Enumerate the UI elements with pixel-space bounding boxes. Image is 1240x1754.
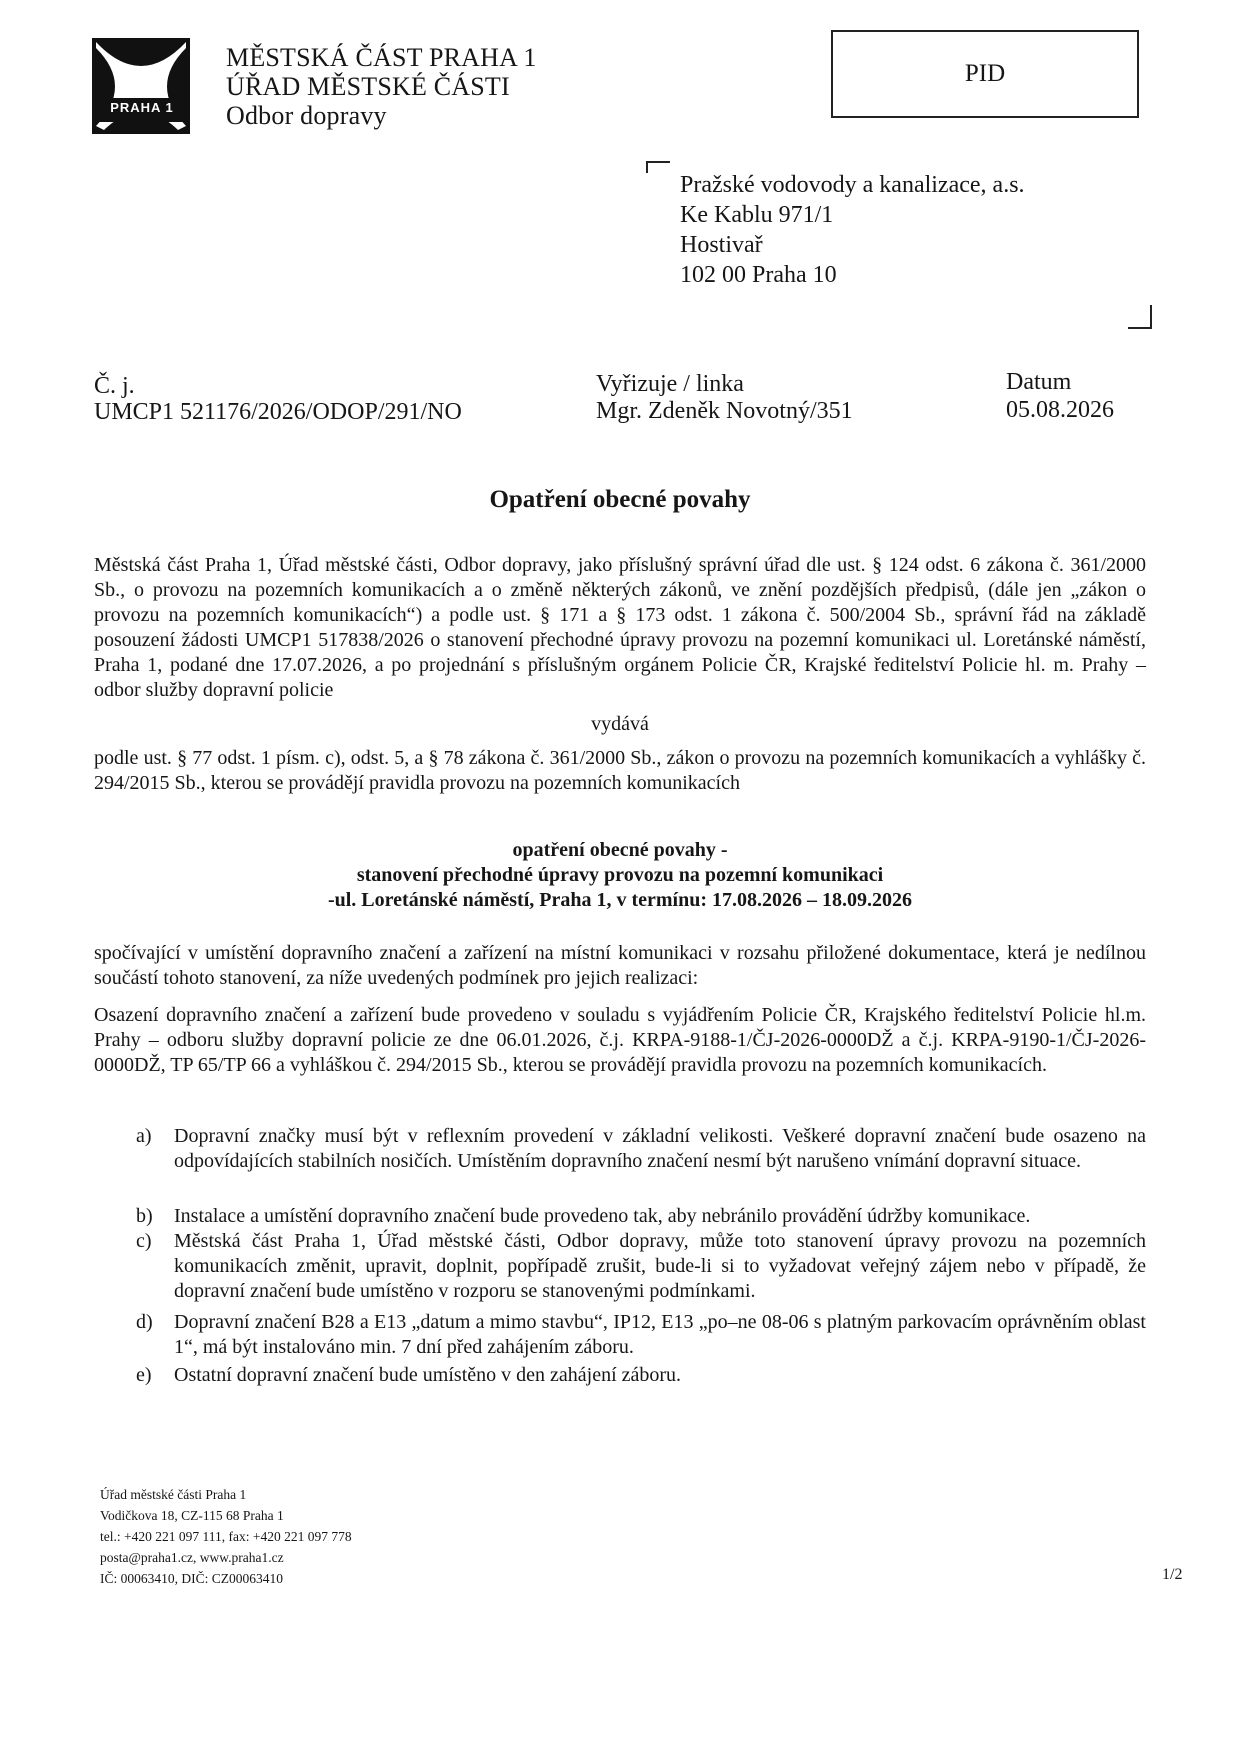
pid-label: PID [964, 60, 1006, 87]
date-label: Datum [1006, 369, 1072, 395]
recipient-street: Ke Kablu 971/1 [680, 202, 834, 228]
condition-letter: e) [136, 1364, 152, 1386]
footer-phone: tel.: +420 221 097 111, fax: +420 221 097 778 [100, 1529, 352, 1544]
condition-text: Instalace a umístění dopravního značení bude provedeno tak, aby nebránilo provádění údržby komunikace. [174, 1205, 1031, 1227]
condition-text: Dopravní značky musí být v reflexním provedení v základní velikosti. Veškeré dopravní značení bude osazeno na odpovídajících stabilních nosičích. Umístěním dopravního značení nesmí být narušeno vnímání dopravní situace. [174, 1125, 1146, 1172]
handler-name: Mgr. Zdeněk Novotný/351 [596, 398, 853, 424]
address-corner-bottom-right [1128, 305, 1152, 329]
org-department: Odbor dopravy [226, 101, 387, 130]
reference-label: Č. j. [94, 373, 135, 399]
condition-text: Ostatní dopravní značení bude umístěno v den zahájení záboru. [174, 1364, 682, 1386]
address-corner-top-left [646, 161, 670, 173]
condition-text: Dopravní značení B28 a E13 „datum a mimo stavbu“, IP12, E13 „po–ne 08-06 s platným parkovacím oprávněním oblast 1“, má být instalováno min. 7 dní před zahájením záboru. [174, 1311, 1146, 1358]
recipient-district: Hostivař [680, 232, 763, 258]
condition-letter: d) [136, 1311, 153, 1333]
pid-box [831, 30, 1139, 118]
installation-paragraph: Osazení dopravního značení a zařízení bude provedeno v souladu s vyjádřením Policie ČR, Krajského ředitelství Policie hl.m. Prahy – odboru služby dopravní policie ze dne 06.01.2026, č.j. KRPA-9188-1/ČJ-2026-0000DŽ a č.j. KRPA-9190-1/ČJ-2026-0000DŽ, TP 65/TP 66 a vyhláškou č. 294/2015 Sb., kterou se provádějí pravidla provozu na pozemních komunikacích. [94, 1004, 1146, 1076]
decision-line2: stanovení přechodné úpravy provozu na pozemní komunikaci [356, 864, 884, 886]
recipient-city: 102 00 Praha 10 [680, 262, 837, 288]
condition-letter: a) [136, 1125, 152, 1147]
recipient-name: Pražské vodovody a kanalizace, a.s. [680, 172, 1025, 198]
condition-item [136, 1124, 1146, 1174]
issues-word: vydává [591, 713, 649, 735]
footer-address: Vodičkova 18, CZ-115 68 Praha 1 [100, 1508, 284, 1523]
footer-ids: IČ: 00063410, DIČ: CZ00063410 [100, 1571, 284, 1586]
condition-item [136, 1363, 1146, 1388]
footer-office: Úřad městské části Praha 1 [100, 1487, 247, 1502]
decision-line3: -ul. Loretánské náměstí, Praha 1, v termínu: 17.08.2026 – 18.09.2026 [327, 889, 913, 911]
condition-item [136, 1229, 1146, 1304]
intro-paragraph: Městská část Praha 1, Úřad městské části, Odbor dopravy, jako příslušný správní úřad dle ust. § 124 odst. 6 zákona č. 361/2000 Sb., o provozu na pozemních komunikacích a o změně některých zákonů, ve znění pozdějších předpisů, (dále jen „zákon o provozu na pozemních komunikacích“) a podle ust. § 171 a § 173 odst. 1 zákona č. 500/2004 Sb., správní řád na základě posouzení žádosti UMCP1 517838/2026 o stanovení přechodné úpravy provozu na pozemní komunikaci ul. Loretánské náměstí, Praha 1, podané dne 17.07.2026, a po projednání s příslušným orgánem Policie ČR, Krajské ředitelství Policie hl. m. Prahy – odbor služby dopravní policie [94, 554, 1146, 701]
praha1-logo [92, 38, 190, 134]
org-name-line2: ÚŘAD MĚSTSKÉ ČÁSTI [226, 72, 510, 101]
footer-web: posta@praha1.cz, www.praha1.cz [100, 1550, 284, 1565]
condition-item [136, 1204, 1146, 1229]
condition-letter: b) [136, 1205, 153, 1227]
legal-basis-paragraph: podle ust. § 77 odst. 1 písm. c), odst. 5, a § 78 zákona č. 361/2000 Sb., zákon o provozu na pozemních komunikacích a vyhlášky č. 294/2015 Sb., kterou se provádějí pravidla provozu na pozemních komunikacích [94, 747, 1146, 794]
condition-item [136, 1310, 1146, 1360]
condition-letter: c) [136, 1230, 152, 1252]
praha1-logo-graphic [92, 38, 190, 134]
scope-paragraph: spočívající v umístění dopravního značení a zařízení na místní komunikaci v rozsahu přiložené dokumentace, která je nedílnou součástí tohoto stanovení, za níže uvedených podmínek pro jejich realizaci: [94, 942, 1146, 989]
footer-contact [100, 1484, 352, 1589]
logo-text: PRAHA 1 [110, 100, 174, 115]
org-name-line1: MĚSTSKÁ ČÁST PRAHA 1 [226, 43, 537, 72]
handler-label: Vyřizuje / linka [596, 371, 744, 397]
date-value: 05.08.2026 [1006, 397, 1114, 423]
reference-number: UMCP1 521176/2026/ODOP/291/NO [94, 399, 462, 425]
condition-text: Městská část Praha 1, Úřad městské části, Odbor dopravy, může toto stanovení úpravy provozu na pozemních komunikacích změnit, upravit, doplnit, popřípadě zrušit, bude-li si to vyžadovat veřejný zájem nebo v případě, že dopravní značení bude umístěno v rozporu se stanovenými podmínkami. [174, 1230, 1146, 1302]
document-title: Opatření obecné povahy [489, 486, 751, 513]
decision-line1: opatření obecné povahy - [512, 839, 728, 861]
page-number: 1/2 [1162, 1566, 1183, 1583]
recipient-address [680, 170, 1025, 290]
